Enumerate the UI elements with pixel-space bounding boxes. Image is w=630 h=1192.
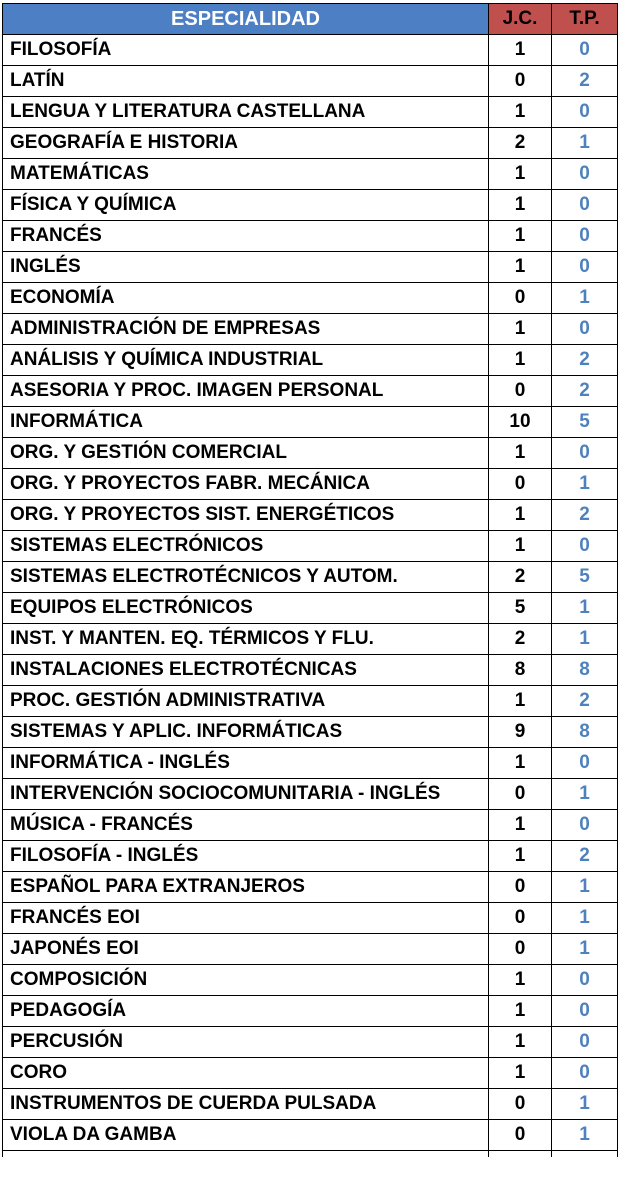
tp-cell[interactable]: 1	[552, 1089, 618, 1120]
jc-cell[interactable]: 0	[489, 903, 552, 934]
table-row	[3, 469, 618, 500]
especialidad-cell[interactable]: JAPONÉS EOI	[3, 934, 489, 965]
jc-cell[interactable]: 1	[489, 159, 552, 190]
jc-cell[interactable]: 2	[489, 562, 552, 593]
especialidad-cell[interactable]: ORG. Y PROYECTOS FABR. MECÁNICA	[3, 469, 489, 500]
tp-cell[interactable]: 1	[552, 283, 618, 314]
jc-cell[interactable]: 2	[489, 128, 552, 159]
especialidad-cell[interactable]: FÍSICA Y QUÍMICA	[3, 190, 489, 221]
especialidad-cell[interactable]: FILOSOFÍA	[3, 35, 489, 66]
jc-cell[interactable]: 1	[489, 438, 552, 469]
table-row	[3, 97, 618, 128]
especialidad-cell[interactable]: FRANCÉS	[3, 221, 489, 252]
tp-cell[interactable]: 1	[552, 872, 618, 903]
table-row	[3, 810, 618, 841]
header-jc[interactable]: J.C.	[489, 4, 552, 35]
table-header	[3, 4, 618, 35]
jc-cell[interactable]: 1	[489, 531, 552, 562]
table-row	[3, 35, 618, 66]
especialidad-cell[interactable]: SISTEMAS ELECTRÓNICOS	[3, 531, 489, 562]
table-row	[3, 934, 618, 965]
jc-cell[interactable]: 1	[489, 748, 552, 779]
especialidad-cell[interactable]: SISTEMAS Y APLIC. INFORMÁTICAS	[3, 717, 489, 748]
table-row	[3, 841, 618, 872]
tp-cell[interactable]: 1	[552, 779, 618, 810]
jc-cell[interactable]: 0	[489, 376, 552, 407]
jc-cell[interactable]: 1	[489, 996, 552, 1027]
empty-cell[interactable]	[489, 1151, 552, 1157]
jc-cell[interactable]: 0	[489, 872, 552, 903]
especialidad-cell[interactable]: INFORMÁTICA	[3, 407, 489, 438]
jc-cell[interactable]: 2	[489, 624, 552, 655]
tp-cell[interactable]: 1	[552, 903, 618, 934]
table-row	[3, 190, 618, 221]
tp-cell[interactable]: 0	[552, 810, 618, 841]
table-row	[3, 748, 618, 779]
especialidad-cell[interactable]: MÚSICA - FRANCÉS	[3, 810, 489, 841]
especialidad-cell[interactable]: FRANCÉS EOI	[3, 903, 489, 934]
table-body	[3, 35, 618, 1157]
table-row	[3, 655, 618, 686]
especialidad-cell[interactable]: INGLÉS	[3, 252, 489, 283]
tp-cell[interactable]: 2	[552, 500, 618, 531]
empty-cell[interactable]	[552, 1151, 618, 1157]
especialidad-cell[interactable]: PROC. GESTIÓN ADMINISTRATIVA	[3, 686, 489, 717]
table-row	[3, 593, 618, 624]
table-row	[3, 283, 618, 314]
tp-cell[interactable]: 8	[552, 717, 618, 748]
jc-cell[interactable]: 0	[489, 1089, 552, 1120]
jc-cell[interactable]: 8	[489, 655, 552, 686]
especialidad-cell[interactable]: ADMINISTRACIÓN DE EMPRESAS	[3, 314, 489, 345]
especialidad-cell[interactable]: INSTALACIONES ELECTROTÉCNICAS	[3, 655, 489, 686]
header-row	[3, 4, 618, 35]
especialidad-cell[interactable]: PERCUSIÓN	[3, 1027, 489, 1058]
table-row	[3, 965, 618, 996]
jc-cell[interactable]: 0	[489, 66, 552, 97]
table-row	[3, 314, 618, 345]
jc-cell[interactable]: 0	[489, 934, 552, 965]
jc-cell[interactable]: 0	[489, 283, 552, 314]
tp-cell[interactable]: 8	[552, 655, 618, 686]
especialidad-table	[2, 3, 618, 1157]
especialidad-cell[interactable]: FILOSOFÍA - INGLÉS	[3, 841, 489, 872]
especialidad-cell[interactable]: ESPAÑOL PARA EXTRANJEROS	[3, 872, 489, 903]
jc-cell[interactable]: 10	[489, 407, 552, 438]
table-row	[3, 562, 618, 593]
jc-cell[interactable]: 1	[489, 345, 552, 376]
tp-cell[interactable]: 0	[552, 159, 618, 190]
especialidad-cell[interactable]: EQUIPOS ELECTRÓNICOS	[3, 593, 489, 624]
tp-cell[interactable]: 1	[552, 593, 618, 624]
especialidad-cell[interactable]: PEDAGOGÍA	[3, 996, 489, 1027]
table-row	[3, 407, 618, 438]
jc-cell[interactable]: 1	[489, 97, 552, 128]
tp-cell[interactable]: 2	[552, 376, 618, 407]
header-tp[interactable]: T.P.	[552, 4, 618, 35]
table-row	[3, 903, 618, 934]
tp-cell[interactable]: 1	[552, 1120, 618, 1151]
tp-cell[interactable]: 0	[552, 996, 618, 1027]
tp-cell[interactable]: 2	[552, 345, 618, 376]
table-row	[3, 1027, 618, 1058]
jc-cell[interactable]: 1	[489, 314, 552, 345]
table-row	[3, 1089, 618, 1120]
tp-cell[interactable]: 0	[552, 314, 618, 345]
table-row	[3, 996, 618, 1027]
especialidad-cell[interactable]: ECONOMÍA	[3, 283, 489, 314]
table-row	[3, 438, 618, 469]
especialidad-cell[interactable]: VIOLA DA GAMBA	[3, 1120, 489, 1151]
especialidad-cell[interactable]: LATÍN	[3, 66, 489, 97]
jc-cell[interactable]: 1	[489, 500, 552, 531]
especialidad-cell[interactable]: CORO	[3, 1058, 489, 1089]
especialidad-cell[interactable]: INSTRUMENTOS DE CUERDA PULSADA	[3, 1089, 489, 1120]
table-row	[3, 779, 618, 810]
tp-cell[interactable]: 2	[552, 841, 618, 872]
table-row	[3, 1120, 618, 1151]
table-row	[3, 66, 618, 97]
especialidad-cell[interactable]: MATEMÁTICAS	[3, 159, 489, 190]
especialidad-cell[interactable]: ORG. Y GESTIÓN COMERCIAL	[3, 438, 489, 469]
jc-cell[interactable]: 1	[489, 965, 552, 996]
especialidad-cell[interactable]: COMPOSICIÓN	[3, 965, 489, 996]
tp-cell[interactable]: 0	[552, 35, 618, 66]
jc-cell[interactable]: 0	[489, 469, 552, 500]
especialidad-cell[interactable]: GEOGRAFÍA E HISTORIA	[3, 128, 489, 159]
especialidad-cell[interactable]: INTERVENCIÓN SOCIOCOMUNITARIA - INGLÉS	[3, 779, 489, 810]
table-row-partial	[3, 1151, 618, 1157]
jc-cell[interactable]: 1	[489, 841, 552, 872]
jc-cell[interactable]: 0	[489, 1120, 552, 1151]
table-row	[3, 159, 618, 190]
table-row	[3, 252, 618, 283]
especialidad-cell[interactable]: INFORMÁTICA - INGLÉS	[3, 748, 489, 779]
empty-cell[interactable]	[3, 1151, 489, 1157]
especialidad-cell[interactable]: ASESORIA Y PROC. IMAGEN PERSONAL	[3, 376, 489, 407]
tp-cell[interactable]: 5	[552, 562, 618, 593]
table-row	[3, 1058, 618, 1089]
especialidad-cell[interactable]: INST. Y MANTEN. EQ. TÉRMICOS Y FLU.	[3, 624, 489, 655]
especialidad-cell[interactable]: ORG. Y PROYECTOS SIST. ENERGÉTICOS	[3, 500, 489, 531]
jc-cell[interactable]: 9	[489, 717, 552, 748]
especialidad-cell[interactable]: SISTEMAS ELECTROTÉCNICOS Y AUTOM.	[3, 562, 489, 593]
table-row	[3, 376, 618, 407]
tp-cell[interactable]: 0	[552, 221, 618, 252]
tp-cell[interactable]: 0	[552, 965, 618, 996]
table-row	[3, 128, 618, 159]
table-row	[3, 872, 618, 903]
table-row	[3, 624, 618, 655]
tp-cell[interactable]: 1	[552, 934, 618, 965]
tp-cell[interactable]: 1	[552, 624, 618, 655]
tp-cell[interactable]: 1	[552, 469, 618, 500]
jc-cell[interactable]: 5	[489, 593, 552, 624]
jc-cell[interactable]: 0	[489, 779, 552, 810]
tp-cell[interactable]: 0	[552, 531, 618, 562]
especialidad-cell[interactable]: LENGUA Y LITERATURA CASTELLANA	[3, 97, 489, 128]
jc-cell[interactable]: 1	[489, 252, 552, 283]
table-row	[3, 500, 618, 531]
tp-cell[interactable]: 0	[552, 1058, 618, 1089]
tp-cell[interactable]: 2	[552, 66, 618, 97]
jc-cell[interactable]: 1	[489, 810, 552, 841]
tp-cell[interactable]: 0	[552, 97, 618, 128]
table-row	[3, 531, 618, 562]
tp-cell[interactable]: 0	[552, 252, 618, 283]
tp-cell[interactable]: 0	[552, 748, 618, 779]
jc-cell[interactable]: 1	[489, 1058, 552, 1089]
table-row	[3, 345, 618, 376]
header-especialidad[interactable]: ESPECIALIDAD	[3, 4, 489, 35]
especialidad-cell[interactable]: ANÁLISIS Y QUÍMICA INDUSTRIAL	[3, 345, 489, 376]
tp-cell[interactable]: 0	[552, 190, 618, 221]
table-row	[3, 686, 618, 717]
tp-cell[interactable]: 1	[552, 128, 618, 159]
tp-cell[interactable]: 0	[552, 438, 618, 469]
jc-cell[interactable]: 1	[489, 35, 552, 66]
jc-cell[interactable]: 1	[489, 1027, 552, 1058]
table-row	[3, 717, 618, 748]
jc-cell[interactable]: 1	[489, 221, 552, 252]
tp-cell[interactable]: 2	[552, 686, 618, 717]
jc-cell[interactable]: 1	[489, 686, 552, 717]
tp-cell[interactable]: 0	[552, 1027, 618, 1058]
tp-cell[interactable]: 5	[552, 407, 618, 438]
table-row	[3, 221, 618, 252]
jc-cell[interactable]: 1	[489, 190, 552, 221]
